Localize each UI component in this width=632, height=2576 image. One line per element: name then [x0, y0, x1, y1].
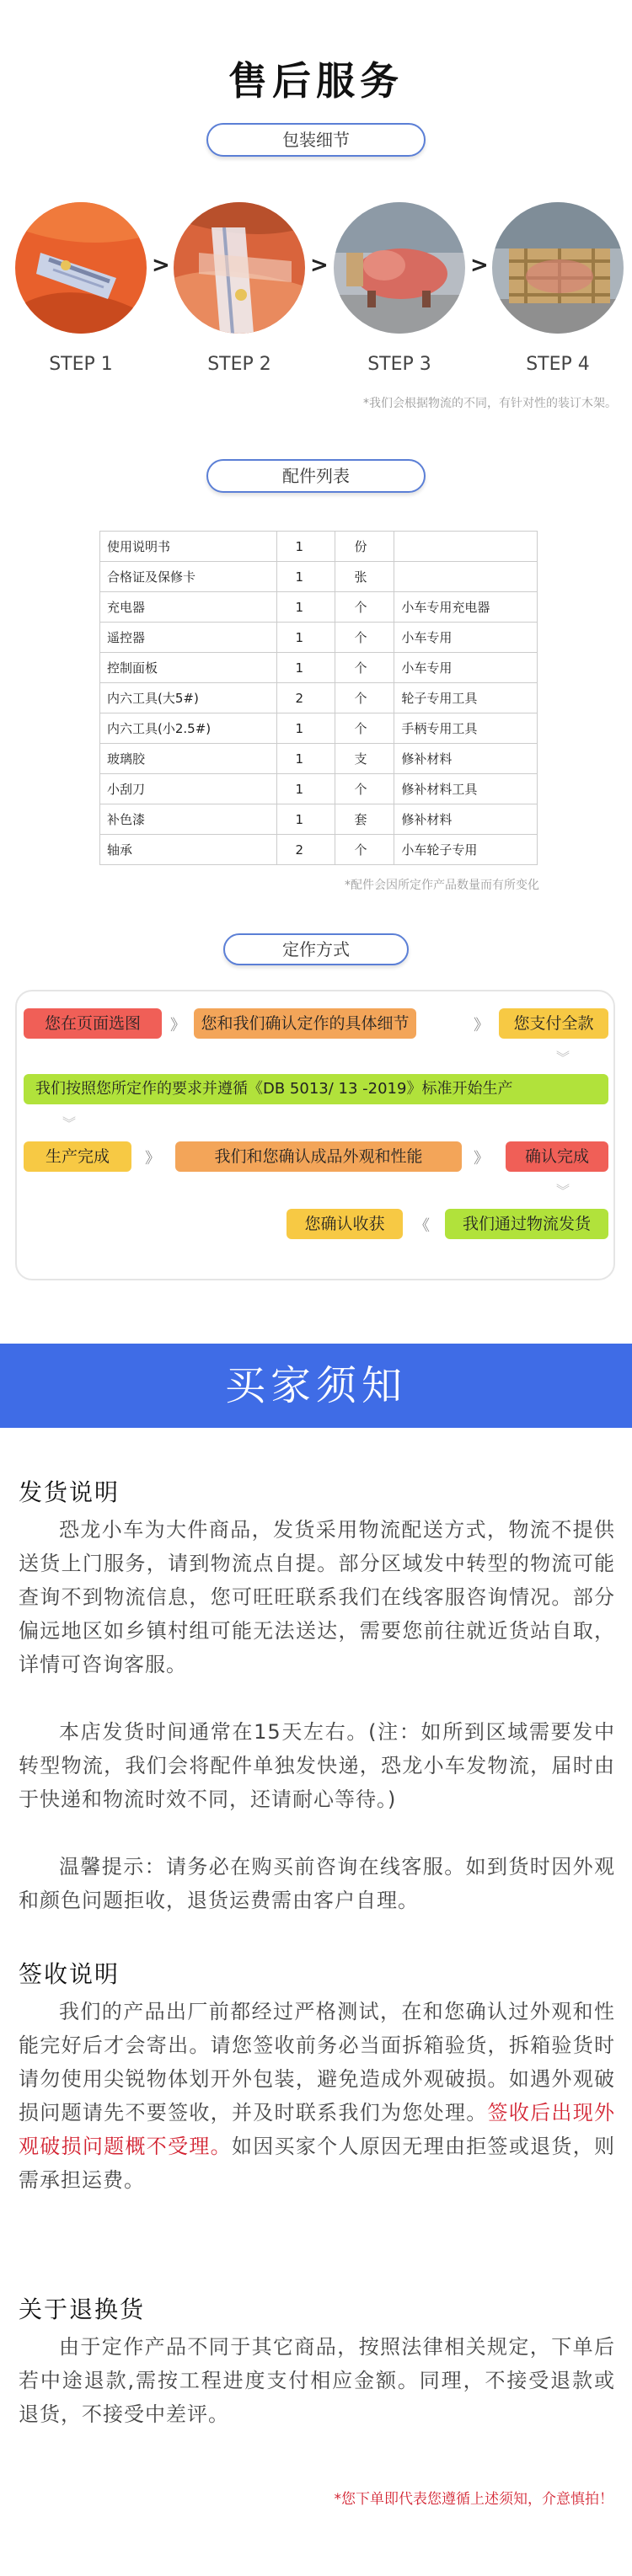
packaging-note: *我们会根据物流的不同，有针对性的装订木架。 — [363, 397, 617, 410]
receipt-text-after: 如因买家个人原因无理由拒签或退货，则需承担运费。 — [19, 2135, 616, 2192]
parts-table-cell: 控制面板 — [100, 653, 277, 683]
step-4-photo — [492, 202, 624, 334]
parts-table-cell: 合格证及保修卡 — [100, 562, 277, 592]
flow-step-receive: 您确认收获 — [287, 1209, 403, 1239]
receipt-text: 我们的产品出厂前都经过严格测试，在和您确认过外观和性能完好后才会寄出。请您签收前务必当面拆箱验货，拆箱验货时请勿使用尖锐物体划开外包装，避免造成外观破损。如遇外观破损问题请先不要签收，并及时联系我们为您处理。 — [19, 2000, 615, 2124]
custom-flow — [15, 990, 615, 1280]
parts-table-cell: 1 — [276, 562, 335, 592]
custom-section-label: 定作方式 — [223, 933, 409, 965]
flow-down: ︾ — [556, 1183, 570, 1199]
parts-table-cell: 玻璃胶 — [100, 744, 277, 774]
parts-table-cell: 2 — [276, 683, 335, 713]
parts-table-cell: 修补材料 — [394, 804, 538, 835]
parts-table-cell: 个 — [335, 835, 394, 865]
flow-step-ship: 我们通过物流发货 — [445, 1209, 608, 1239]
parts-table-cell: 1 — [276, 592, 335, 623]
parts-table-cell: 套 — [335, 804, 394, 835]
shipping-paragraph-2: 本店发货时间通常在15天左右。(注：如所到区域需要发中转型物流，我们会将配件单独发快递，恐龙小车发物流，届时由于快递和物流时效不同，还请耐心等待。) — [19, 1720, 615, 1811]
flow-step-production: 我们按照您所定作的要求并遵循《DB 5013/ 13 -2019》标准开始生产 — [24, 1074, 608, 1104]
parts-table-cell: 内六工具(大5#) — [100, 683, 277, 713]
parts-table-cell: 使用说明书 — [100, 532, 277, 562]
arrow-2: > — [310, 253, 329, 278]
parts-table-cell: 个 — [335, 592, 394, 623]
parts-table-cell: 小车专用 — [394, 623, 538, 653]
parts-table-cell: 轮子专用工具 — [394, 683, 538, 713]
parts-table-cell: 补色漆 — [100, 804, 277, 835]
flow-step-confirm-product: 我们和您确认成品外观和性能 — [175, 1141, 462, 1172]
returns-paragraph: 由于定作产品不同于其它商品，按照法律相关规定，下单后若中途退款,需按工程进度支付相应金额。同理，不接受退款或退货，不接受中差评。 — [19, 2335, 615, 2426]
parts-table-cell: 小车专用充电器 — [394, 592, 538, 623]
parts-table-cell: 轴承 — [100, 835, 277, 865]
parts-table-row — [100, 532, 538, 562]
parts-table-cell: 1 — [276, 744, 335, 774]
parts-table-row — [100, 562, 538, 592]
parts-table-cell — [394, 532, 538, 562]
parts-table-cell: 修补材料工具 — [394, 774, 538, 804]
flow-sep: 》 — [145, 1150, 160, 1168]
packaging-steps — [0, 202, 632, 337]
step-2-photo — [174, 202, 305, 334]
parts-table-cell: 个 — [335, 623, 394, 653]
parts-table-row — [100, 804, 538, 835]
parts-table-cell: 个 — [335, 653, 394, 683]
flow-sep: 《 — [415, 1217, 430, 1235]
returns-heading: 关于退换货 — [19, 2295, 146, 2323]
parts-table — [99, 531, 538, 865]
parts-table-cell: 小刮刀 — [100, 774, 277, 804]
parts-table-row — [100, 653, 538, 683]
step-3-photo — [334, 202, 465, 334]
packaging-section-label: 包装细节 — [206, 123, 426, 157]
arrow-1: > — [152, 253, 170, 278]
step-2-label: STEP 2 — [207, 354, 271, 375]
parts-table-cell: 1 — [276, 653, 335, 683]
parts-table-cell: 小车轮子专用 — [394, 835, 538, 865]
flow-step-select: 您在页面选图 — [24, 1008, 162, 1039]
parts-table-cell: 手柄专用工具 — [394, 713, 538, 744]
parts-table-row — [100, 592, 538, 623]
parts-table-cell: 个 — [335, 683, 394, 713]
flow-down: ︾ — [62, 1115, 77, 1131]
parts-table-cell: 1 — [276, 713, 335, 744]
receipt-paragraph — [19, 1995, 615, 2197]
step-1-label: STEP 1 — [49, 354, 113, 375]
receipt-heading: 签收说明 — [19, 1960, 121, 1988]
parts-table-cell: 修补材料 — [394, 744, 538, 774]
flow-step-confirm-details: 您和我们确认定作的具体细节 — [194, 1008, 416, 1039]
parts-table-cell: 支 — [335, 744, 394, 774]
parts-table-row — [100, 744, 538, 774]
parts-table-row — [100, 683, 538, 713]
shipping-heading: 发货说明 — [19, 1478, 121, 1506]
flow-step-done: 生产完成 — [24, 1141, 131, 1172]
parts-table-cell: 小车专用 — [394, 653, 538, 683]
parts-note: *配件会因所定作产品数量而有所变化 — [345, 879, 539, 892]
parts-table-cell: 2 — [276, 835, 335, 865]
parts-table-cell: 遥控器 — [100, 623, 277, 653]
parts-table-cell: 1 — [276, 804, 335, 835]
parts-table-cell: 充电器 — [100, 592, 277, 623]
flow-down: ︾ — [556, 1050, 570, 1066]
parts-table-cell: 份 — [335, 532, 394, 562]
step-3-label: STEP 3 — [367, 354, 431, 375]
parts-table-cell — [394, 562, 538, 592]
step-1-photo — [15, 202, 147, 334]
parts-table-cell: 个 — [335, 774, 394, 804]
arrow-3: > — [470, 253, 489, 278]
flow-step-confirmed: 确认完成 — [506, 1141, 608, 1172]
flow-sep: 》 — [170, 1017, 185, 1034]
buyer-notice-banner: 买家须知 — [0, 1344, 632, 1428]
parts-table-row — [100, 623, 538, 653]
step-4-label: STEP 4 — [526, 354, 590, 375]
parts-table-row — [100, 835, 538, 865]
parts-table-row — [100, 713, 538, 744]
parts-table-cell: 个 — [335, 713, 394, 744]
shipping-paragraph-1: 恐龙小车为大件商品，发货采用物流配送方式，物流不提供送货上门服务，请到物流点自提。部分区域发中转型的物流可能查询不到物流信息，您可旺旺联系我们在线客服咨询情况。部分偏远地区如乡镇村组可能无法送达，需要您前往就近货站自取，详情可咨询客服。 — [19, 1518, 615, 1676]
shipping-paragraph-3: 温馨提示：请务必在购买前咨询在线客服。如到货时因外观和颜色问题拒收，退货运费需由客户自理。 — [19, 1855, 615, 1912]
parts-table-cell: 1 — [276, 532, 335, 562]
parts-table-cell: 1 — [276, 623, 335, 653]
flow-step-pay: 您支付全款 — [499, 1008, 608, 1039]
flow-sep: 》 — [474, 1017, 489, 1034]
parts-table-cell: 内六工具(小2.5#) — [100, 713, 277, 744]
parts-table-cell: 1 — [276, 774, 335, 804]
parts-section-label: 配件列表 — [206, 459, 426, 493]
page-title: 售后服务 — [228, 58, 404, 104]
footer-note: *您下单即代表您遵循上述须知，介意慎拍！ — [334, 2491, 613, 2508]
receipt-warning: 签收后出现外观破损问题概不受理。 — [19, 2101, 616, 2158]
parts-table-cell: 张 — [335, 562, 394, 592]
parts-table-row — [100, 774, 538, 804]
flow-sep: 》 — [474, 1150, 489, 1168]
